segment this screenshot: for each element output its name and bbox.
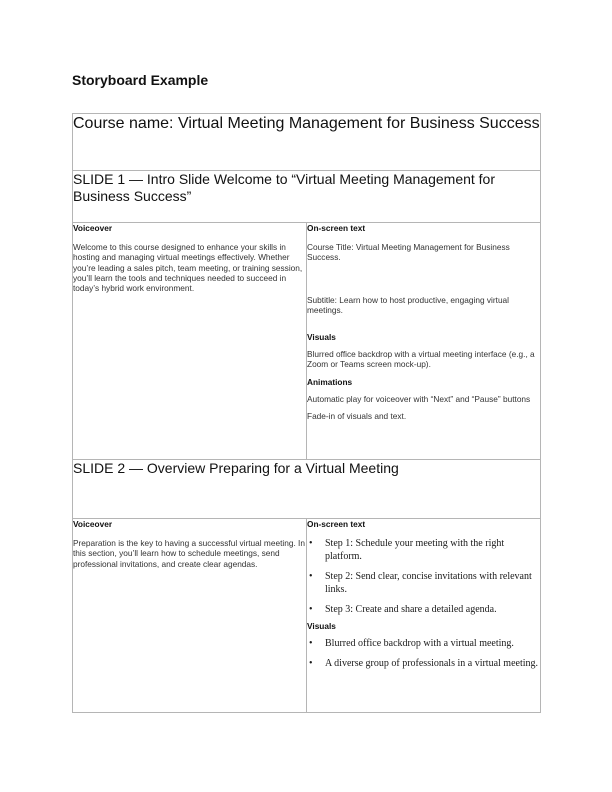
slide1-title: SLIDE 1 — Intro Slide Welcome to “Virtual Meeting Management for Business Success”: [73, 171, 496, 204]
slide1-content-row: [73, 223, 541, 460]
slide1-visuals-label: Visuals: [307, 332, 336, 343]
slide1-onscreen-cell: [307, 223, 541, 460]
slide2-steps-list: [307, 538, 540, 617]
slide1-course-title-text: Course Title: Virtual Meeting Management for Business Success.: [307, 242, 510, 263]
slide2-onscreen-label: On-screen text: [307, 519, 366, 529]
bullet-icon: •: [309, 538, 313, 550]
course-title: Course name: Virtual Meeting Management for Business Success: [73, 115, 540, 132]
slide1-voiceover-text: Welcome to this course designed to enhance your skills in hosting and managing virtual meetings effectively. Whether you’re leading a sales pitch, team meeting, or training session, you’ll learn the tools and techniques needed to succeed in today’s hybrid work environment.: [73, 242, 303, 294]
slide2-title: SLIDE 2 — Overview Preparing for a Virtual Meeting: [73, 460, 399, 476]
slide2-voiceover-cell: [73, 519, 307, 713]
bullet-icon: •: [309, 604, 313, 616]
slide1-voiceover-label: Voiceover: [73, 223, 113, 233]
course-row: [73, 114, 541, 171]
slide1-animations-label: Animations: [307, 376, 353, 387]
storyboard-table: [72, 113, 541, 713]
slide2-visuals-list: [307, 638, 540, 671]
slide1-title-row: [73, 171, 541, 223]
page-heading: Storyboard Example: [72, 72, 209, 88]
slide2-title-row: [73, 460, 541, 519]
slide1-visuals-text: Blurred office backdrop with a virtual meeting interface (e.g., a Zoom or Teams screen mock-up).: [307, 349, 535, 370]
bullet-icon: •: [309, 637, 313, 649]
slide1-animations-text: Automatic play for voiceover with “Next” and “Pause” buttons: [307, 393, 531, 404]
list-item: • Blurred office backdrop with a virtual meeting.: [309, 637, 514, 649]
slide2-visuals-label: Visuals: [307, 620, 336, 631]
course-cell: [73, 114, 541, 171]
slide2-content-row: [73, 519, 541, 713]
bullet-icon: •: [309, 658, 313, 670]
list-item: • A diverse group of professionals in a virtual meeting.: [309, 658, 539, 670]
slide1-onscreen-label: On-screen text: [307, 223, 366, 233]
list-item: • Step 2: Send clear, concise invitations with relevant links.: [309, 571, 532, 595]
list-item: • Step 3: Create and share a detailed agenda.: [309, 604, 497, 616]
slide1-fade-text: Fade-in of visuals and text.: [307, 411, 407, 422]
slide1-voiceover-cell: [73, 223, 307, 460]
slide2-voiceover-label: Voiceover: [73, 519, 113, 529]
slide2-onscreen-cell: [307, 519, 541, 713]
bullet-icon: •: [309, 571, 313, 583]
slide2-voiceover-text: Preparation is the key to having a successful virtual meeting. In this section, you’ll learn how to schedule meetings, send professional invitations, and create clear agendas.: [73, 538, 305, 569]
slide2-title-cell: [73, 460, 541, 519]
slide1-subtitle-text: Subtitle: Learn how to host productive, engaging virtual meetings.: [307, 294, 510, 315]
list-item: • Step 1: Schedule your meeting with the right platform.: [309, 538, 505, 562]
slide1-title-cell: [73, 171, 541, 223]
